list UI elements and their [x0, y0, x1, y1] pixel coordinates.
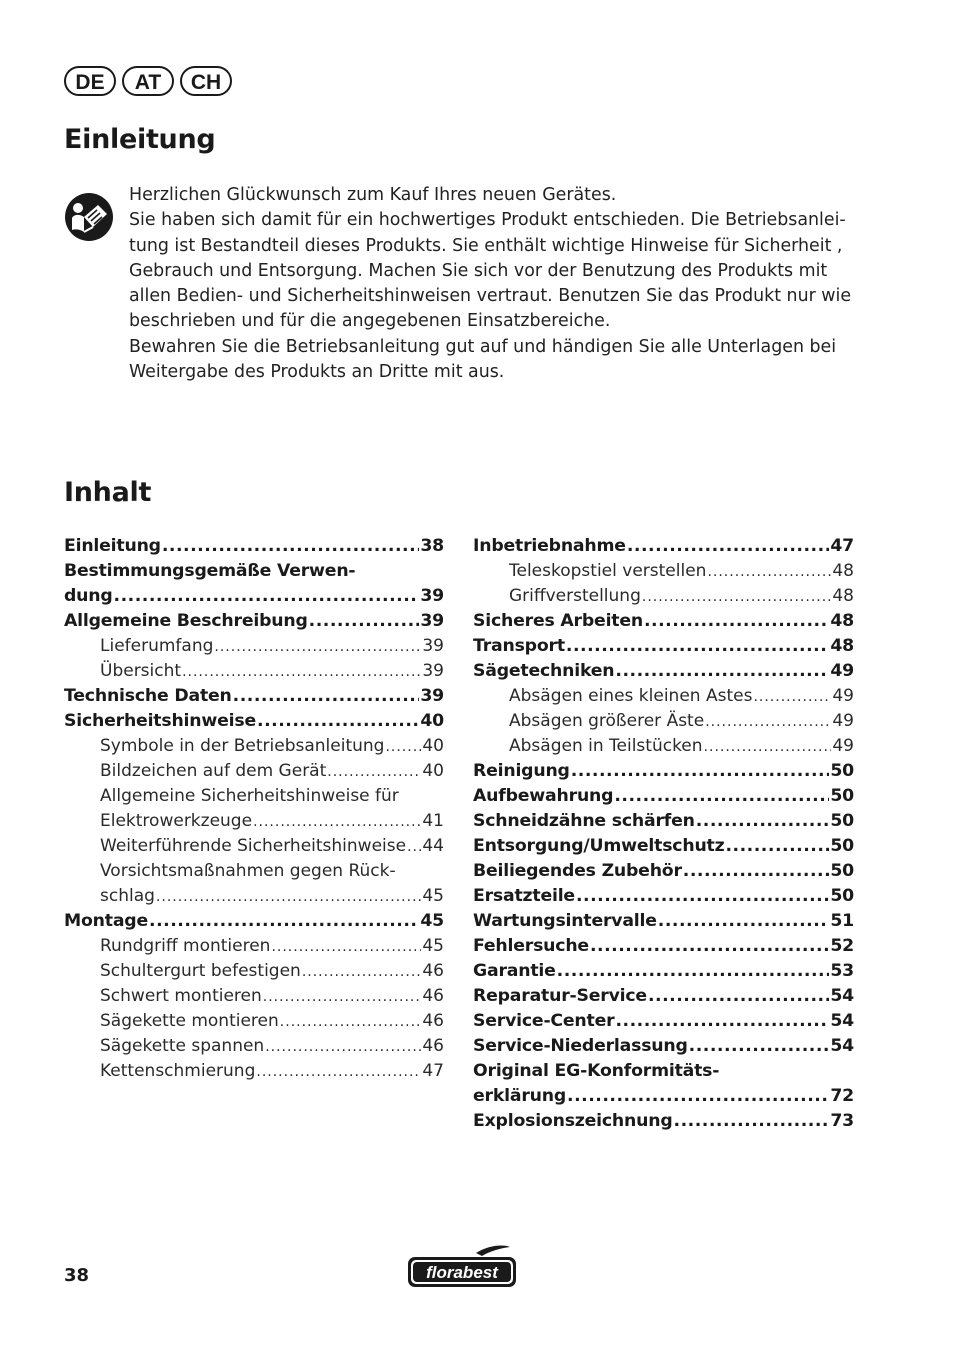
toc-entry-page: 50	[830, 761, 854, 781]
toc-entry-page: 52	[830, 936, 854, 956]
language-badge-ch: CH	[180, 66, 232, 96]
toc-entry-title: Fehlersuche	[473, 936, 589, 956]
toc-entry-page: 40	[420, 711, 444, 731]
toc-dot-leader	[149, 909, 419, 934]
toc-entry-title: Griffverstellung	[509, 586, 641, 606]
toc-entry	[473, 859, 854, 884]
toc-entry	[473, 909, 854, 934]
toc-dot-leader	[696, 809, 830, 834]
toc-entry	[473, 1059, 854, 1084]
toc-entry	[473, 834, 854, 859]
toc-entry-title: Sägetechniken	[473, 661, 615, 681]
toc-entry-title: Transport	[473, 636, 565, 656]
toc-dot-leader	[571, 759, 830, 784]
toc-entry-title: Bildzeichen auf dem Gerät	[100, 761, 327, 781]
toc-entry-title: Symbole in der Betriebsanleitung	[100, 736, 385, 756]
toc-entry-title: Allgemeine Beschreibung	[64, 611, 308, 631]
toc-dot-leader	[182, 660, 421, 684]
toc-entry	[64, 859, 444, 884]
toc-entry-page: 47	[422, 1061, 444, 1081]
intro-line: Bewahren Sie die Betriebsanleitung gut auf und händigen Sie alle Unterlagen bei	[129, 336, 837, 357]
toc-entry	[473, 759, 854, 784]
toc-entry-page: 48	[832, 586, 854, 606]
toc-dot-leader	[627, 534, 830, 559]
toc-dot-leader	[725, 834, 829, 859]
toc-entry	[473, 609, 854, 634]
toc-entry-page: 38	[420, 536, 444, 556]
toc-entry	[64, 684, 444, 709]
toc-entry-page: 39	[420, 686, 444, 706]
toc-entry-title: Einleitung	[64, 536, 161, 556]
toc-dot-leader	[162, 534, 420, 559]
toc-dot-leader	[689, 1034, 830, 1059]
toc-entry-title: Technische Daten	[64, 686, 232, 706]
toc-entry	[473, 709, 854, 734]
toc-entry	[64, 709, 444, 734]
toc-dot-leader	[214, 635, 421, 659]
toc-entry-page: 48	[832, 561, 854, 581]
toc-entry-title: Explosionszeichnung	[473, 1111, 673, 1131]
toc-entry-page: 54	[830, 986, 854, 1006]
toc-entry	[473, 959, 854, 984]
toc-entry	[473, 584, 854, 609]
toc-entry-title: Ersatzteile	[473, 886, 575, 906]
intro-heading: Einleitung	[64, 124, 216, 155]
toc-entry-page: 48	[830, 611, 854, 631]
intro-line: beschrieben und für die angegebenen Einsatzbereiche.	[129, 311, 611, 332]
toc-entry	[64, 534, 444, 559]
toc-entry-title: Bestimmungsgemäße Verwen-	[64, 561, 356, 581]
toc-entry-title: Teleskopstiel verstellen	[509, 561, 707, 581]
toc-dot-leader	[644, 609, 829, 634]
toc-entry-title: Weiterführende Sicherheitshinweise	[100, 836, 407, 856]
toc-entry-title: Absägen in Teilstücken	[509, 736, 703, 756]
toc-left-column	[64, 534, 444, 1084]
toc-entry	[64, 634, 444, 659]
toc-entry-title: Montage	[64, 911, 148, 931]
toc-entry-title: Wartungsintervalle	[473, 911, 657, 931]
toc-dot-leader	[557, 959, 830, 984]
toc-dot-leader	[576, 884, 829, 909]
toc-dot-leader	[705, 710, 831, 734]
toc-entry-page: 73	[830, 1111, 854, 1131]
intro-line: Herzlichen Glückwunsch zum Kauf Ihres neuen Gerätes.	[129, 185, 617, 205]
toc-dot-leader	[256, 1060, 421, 1084]
toc-entry-title: Sägekette montieren	[100, 1011, 279, 1031]
intro-line: allen Bedien- und Sicherheitshinweisen vertraut. Benutzen Sie das Produkt nur wie	[129, 286, 852, 307]
toc-entry	[473, 1084, 854, 1109]
toc-entry-title: dung	[64, 586, 113, 606]
toc-entry-title: Inbetriebnahme	[473, 536, 626, 556]
toc-entry	[64, 1034, 444, 1059]
toc-entry-title: erklärung	[473, 1086, 567, 1106]
toc-entry-page: 45	[422, 886, 444, 906]
toc-entry-title: Entsorgung/Umweltschutz	[473, 836, 725, 856]
toc-entry	[473, 634, 854, 659]
toc-entry-page: 39	[422, 636, 444, 656]
intro-line: tung ist Bestandteil dieses Produkts. Sie enthält wichtige Hinweise für Sicherheit ,	[129, 235, 843, 256]
toc-entry-page: 44	[422, 836, 444, 856]
toc-entry-page: 41	[422, 811, 444, 831]
toc-entry	[473, 984, 854, 1009]
toc-entry-title: Service-Niederlassung	[473, 1036, 688, 1056]
toc-entry-page: 46	[422, 1036, 444, 1056]
toc-entry	[64, 659, 444, 684]
toc-entry-page: 50	[830, 836, 854, 856]
toc-dot-leader	[265, 1035, 421, 1059]
toc-entry	[473, 534, 854, 559]
toc-entry	[473, 734, 854, 759]
toc-dot-leader	[407, 835, 421, 859]
toc-dot-leader	[280, 1010, 422, 1034]
toc-entry-title: Schneidzähne schärfen	[473, 811, 695, 831]
toc-entry	[64, 884, 444, 909]
toc-entry-title: Absägen eines kleinen Astes	[509, 686, 753, 706]
toc-entry	[64, 1009, 444, 1034]
toc-entry-page: 45	[420, 911, 444, 931]
toc-entry	[473, 884, 854, 909]
toc-entry-page: 50	[830, 886, 854, 906]
toc-entry-title: Schultergurt befestigen	[100, 961, 301, 981]
toc-entry	[64, 809, 444, 834]
toc-entry	[64, 834, 444, 859]
toc-entry-page: 46	[422, 986, 444, 1006]
toc-entry-page: 49	[830, 661, 854, 681]
toc-entry	[473, 809, 854, 834]
toc-entry-title: Sägekette spannen	[100, 1036, 265, 1056]
toc-entry-page: 40	[422, 736, 444, 756]
toc-entry-page: 54	[830, 1011, 854, 1031]
toc-entry-page: 72	[830, 1086, 854, 1106]
toc-entry	[64, 559, 444, 584]
toc-entry	[473, 1009, 854, 1034]
toc-dot-leader	[704, 735, 832, 759]
toc-entry	[64, 984, 444, 1009]
toc-entry-page: 40	[422, 761, 444, 781]
toc-entry-title: Elektrowerkzeuge	[100, 811, 253, 831]
toc-entry-title: Kettenschmierung	[100, 1061, 256, 1081]
toc-dot-leader	[567, 1084, 829, 1109]
toc-entry	[64, 759, 444, 784]
toc-entry-title: Übersicht	[100, 661, 182, 681]
intro-line: Sie haben sich damit für ein hochwertiges Produkt entschieden. Die Betriebsanlei-	[129, 210, 846, 231]
intro-line: Weitergabe des Produkts an Dritte mit aus.	[129, 362, 505, 383]
toc-dot-leader	[257, 709, 419, 734]
toc-entry-page: 46	[422, 961, 444, 981]
toc-entry-page: 48	[830, 636, 854, 656]
toc-dot-leader	[674, 1109, 830, 1134]
toc-entry-title: Schwert montieren	[100, 986, 262, 1006]
toc-dot-leader	[642, 585, 831, 609]
toc-entry-page: 39	[420, 586, 444, 606]
toc-entry-page: 39	[420, 611, 444, 631]
read-manual-icon	[64, 192, 114, 242]
toc-dot-leader	[271, 935, 421, 959]
toc-entry	[64, 609, 444, 634]
toc-dot-leader	[707, 560, 831, 584]
toc-entry-title: Allgemeine Sicherheitshinweise für	[100, 786, 399, 806]
toc-entry	[64, 934, 444, 959]
toc-entry	[473, 684, 854, 709]
toc-entry	[64, 1059, 444, 1084]
toc-dot-leader	[683, 859, 830, 884]
svg-text:florabest: florabest	[426, 1263, 498, 1282]
intro-paragraph	[129, 183, 869, 385]
toc-entry-title: Aufbewahrung	[473, 786, 614, 806]
toc-entry-page: 51	[830, 911, 854, 931]
toc-entry-page: 49	[832, 686, 854, 706]
language-badge-de: DE	[64, 66, 116, 96]
toc-entry	[64, 784, 444, 809]
toc-dot-leader	[614, 784, 829, 809]
toc-dot-leader	[590, 934, 829, 959]
toc-entry-page: 50	[830, 861, 854, 881]
toc-entry	[473, 1109, 854, 1134]
toc-dot-leader	[302, 960, 422, 984]
toc-entry-page: 46	[422, 1011, 444, 1031]
toc-entry	[64, 584, 444, 609]
toc-entry-page: 47	[830, 536, 854, 556]
toc-dot-leader	[309, 609, 420, 634]
language-badges	[64, 66, 232, 96]
toc-dot-leader	[233, 684, 420, 709]
toc-heading: Inhalt	[64, 477, 152, 508]
toc-entry	[473, 934, 854, 959]
toc-entry-title: schlag	[100, 886, 155, 906]
toc-dot-leader	[156, 885, 421, 909]
toc-entry-title: Garantie	[473, 961, 556, 981]
toc-entry	[473, 1034, 854, 1059]
toc-entry-title: Reinigung	[473, 761, 570, 781]
toc-entry-page: 50	[830, 786, 854, 806]
toc-dot-leader	[753, 685, 831, 709]
toc-entry-title: Original EG-Konformitäts-	[473, 1061, 720, 1081]
toc-entry-title: Absägen größerer Äste	[509, 711, 705, 731]
page-number: 38	[64, 1265, 90, 1286]
toc-dot-leader	[385, 735, 421, 759]
florabest-logo	[406, 1243, 518, 1289]
toc-dot-leader	[615, 659, 829, 684]
toc-entry-title: Beiliegendes Zubehör	[473, 861, 682, 881]
toc-dot-leader	[648, 984, 829, 1009]
toc-right-column	[473, 534, 854, 1134]
toc-entry-page: 39	[422, 661, 444, 681]
toc-entry-page: 49	[832, 711, 854, 731]
toc-entry-title: Reparatur-Service	[473, 986, 647, 1006]
toc-dot-leader	[327, 760, 421, 784]
toc-dot-leader	[263, 985, 422, 1009]
toc-entry-page: 50	[830, 811, 854, 831]
toc-entry-title: Vorsichtsmaßnahmen gegen Rück-	[100, 861, 396, 881]
toc-entry-title: Sicheres Arbeiten	[473, 611, 643, 631]
toc-entry-page: 49	[832, 736, 854, 756]
toc-entry	[473, 659, 854, 684]
toc-dot-leader	[615, 1009, 829, 1034]
toc-entry	[64, 734, 444, 759]
toc-entry	[473, 784, 854, 809]
toc-dot-leader	[566, 634, 829, 659]
toc-entry	[64, 959, 444, 984]
language-badge-at: AT	[122, 66, 174, 96]
toc-entry-page: 54	[830, 1036, 854, 1056]
toc-entry	[473, 559, 854, 584]
toc-entry-title: Service-Center	[473, 1011, 615, 1031]
toc-dot-leader	[658, 909, 830, 934]
toc-entry	[64, 909, 444, 934]
toc-entry-title: Lieferumfang	[100, 636, 214, 656]
toc-entry-page: 45	[422, 936, 444, 956]
toc-dot-leader	[253, 810, 421, 834]
toc-entry-title: Rundgriff montieren	[100, 936, 271, 956]
toc-entry-page: 53	[830, 961, 854, 981]
intro-line: Gebrauch und Entsorgung. Machen Sie sich vor der Benutzung des Produkts mit	[129, 260, 828, 281]
toc-dot-leader	[114, 584, 420, 609]
toc-entry-title: Sicherheitshinweise	[64, 711, 256, 731]
